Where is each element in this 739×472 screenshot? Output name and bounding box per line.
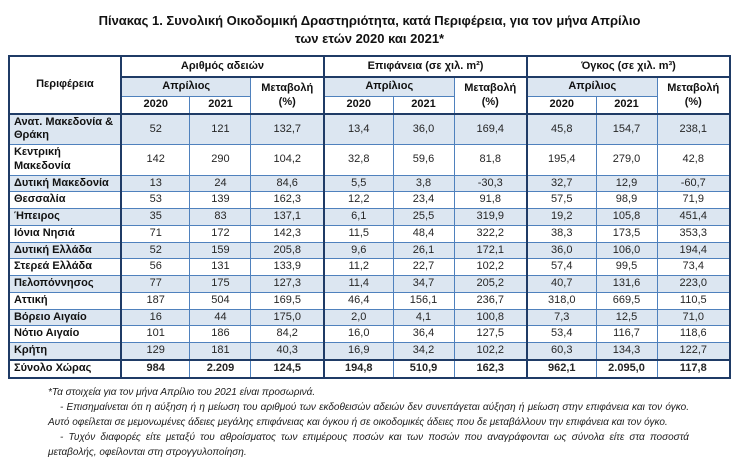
table-cell: 172 <box>190 225 251 242</box>
table-cell: 11,2 <box>324 259 393 276</box>
table-cell: 16,0 <box>324 326 393 343</box>
table-cell: 59,6 <box>393 145 454 176</box>
table-row <box>9 192 730 209</box>
table-cell: 127,5 <box>454 326 527 343</box>
table-title-line1: Πίνακας 1. Συνολική Οικοδομική Δραστηριότητα, κατά Περιφέρεια, για τον μήνα Απρίλιο <box>98 13 641 28</box>
year-header-2020: 2020 <box>527 96 596 113</box>
table-cell: 205,8 <box>251 242 324 259</box>
table-cell: 11,5 <box>324 225 393 242</box>
change-unit: (%) <box>684 95 702 108</box>
table-cell: 4,1 <box>393 309 454 326</box>
table-cell: 121 <box>190 114 251 145</box>
region-name: Κρήτη <box>9 343 121 360</box>
table-header <box>9 56 730 113</box>
table-cell: 319,9 <box>454 209 527 226</box>
table-cell: 187 <box>121 292 190 309</box>
table-cell: 131,6 <box>596 276 657 293</box>
table-cell: 290 <box>190 145 251 176</box>
table-cell: 84,2 <box>251 326 324 343</box>
region-name: Στερεά Ελλάδα <box>9 259 121 276</box>
table-cell: 127,3 <box>251 276 324 293</box>
table-cell: 181 <box>190 343 251 360</box>
table-cell: 669,5 <box>596 292 657 309</box>
table-cell: 124,5 <box>251 360 324 378</box>
table-cell: 504 <box>190 292 251 309</box>
table-cell: 223,0 <box>657 276 730 293</box>
table-cell: 194,8 <box>324 360 393 378</box>
region-name: Πελοπόννησος <box>9 276 121 293</box>
table-cell: 104,2 <box>251 145 324 176</box>
table-cell: 133,9 <box>251 259 324 276</box>
table-cell: 71,9 <box>657 192 730 209</box>
table-cell: 22,7 <box>393 259 454 276</box>
table-cell: 16 <box>121 309 190 326</box>
footnote-note-2: - Τυχόν διαφορές είτε μεταξύ του αθροίσματος των επιμέρους ποσών και των ποσών που αναγράφονται ως σύνολα είτε στα ποσοστά μεταβολής, οφείλονται στη στρογγυλοποίηση. <box>48 431 689 458</box>
table-cell: 169,5 <box>251 292 324 309</box>
month-header-surface: Απρίλιος <box>324 77 454 96</box>
table-cell: 101 <box>121 326 190 343</box>
table-cell: 2.209 <box>190 360 251 378</box>
region-name: Ιόνια Νησιά <box>9 225 121 242</box>
table-row <box>9 343 730 360</box>
region-name: Δυτική Μακεδονία <box>9 175 121 192</box>
table-cell: 25,5 <box>393 209 454 226</box>
change-unit: (%) <box>481 95 499 108</box>
table-cell: 137,1 <box>251 209 324 226</box>
table-cell: 2.095,0 <box>596 360 657 378</box>
table-cell: 7,3 <box>527 309 596 326</box>
table-cell: 36,4 <box>393 326 454 343</box>
table-cell: 12,9 <box>596 175 657 192</box>
table-cell: 13 <box>121 175 190 192</box>
footnote-provisional: *Τα στοιχεία για τον μήνα Απρίλιο του 2021 είναι προσωρινά. <box>48 386 316 398</box>
table-cell: -60,7 <box>657 175 730 192</box>
table-cell: 2,0 <box>324 309 393 326</box>
table-cell: 962,1 <box>527 360 596 378</box>
table-cell: 318,0 <box>527 292 596 309</box>
table-cell: 156,1 <box>393 292 454 309</box>
table-cell: 353,3 <box>657 225 730 242</box>
table-body <box>9 114 730 378</box>
table-row <box>9 114 730 145</box>
table-cell: 118,6 <box>657 326 730 343</box>
change-unit: (%) <box>278 95 296 108</box>
table-row <box>9 225 730 242</box>
table-cell: 44 <box>190 309 251 326</box>
table-cell: 175 <box>190 276 251 293</box>
table-cell: 510,9 <box>393 360 454 378</box>
table-cell: 162,3 <box>251 192 324 209</box>
table-cell: 53 <box>121 192 190 209</box>
change-header-volume <box>657 77 730 113</box>
table-cell: 117,8 <box>657 360 730 378</box>
table-cell: 84,6 <box>251 175 324 192</box>
table-cell: 99,5 <box>596 259 657 276</box>
table-cell: 169,4 <box>454 114 527 145</box>
table-cell: 53,4 <box>527 326 596 343</box>
change-label: Μεταβολή <box>261 82 314 95</box>
activity-table <box>8 55 731 379</box>
table-cell: 162,3 <box>454 360 527 378</box>
table-cell: 5,5 <box>324 175 393 192</box>
table-cell: 110,5 <box>657 292 730 309</box>
table-cell: 91,8 <box>454 192 527 209</box>
column-header-region: Περιφέρεια <box>9 56 121 113</box>
table-cell: 9,6 <box>324 242 393 259</box>
footnotes <box>48 385 689 460</box>
table-cell: 45,8 <box>527 114 596 145</box>
table-cell: 23,4 <box>393 192 454 209</box>
table-cell: 12,2 <box>324 192 393 209</box>
table-row <box>9 145 730 176</box>
table-cell: 73,4 <box>657 259 730 276</box>
table-cell: 46,4 <box>324 292 393 309</box>
change-label: Μεταβολή <box>667 82 720 95</box>
table-cell: 154,7 <box>596 114 657 145</box>
table-cell: 102,2 <box>454 259 527 276</box>
table-cell: 77 <box>121 276 190 293</box>
table-cell: 98,9 <box>596 192 657 209</box>
table-cell: 3,8 <box>393 175 454 192</box>
table-row <box>9 209 730 226</box>
table-cell: 194,4 <box>657 242 730 259</box>
table-cell: 134,3 <box>596 343 657 360</box>
table-cell: 71 <box>121 225 190 242</box>
table-cell: 322,2 <box>454 225 527 242</box>
table-cell: 132,7 <box>251 114 324 145</box>
table-cell: 175,0 <box>251 309 324 326</box>
table-cell: 100,8 <box>454 309 527 326</box>
table-cell: 34,7 <box>393 276 454 293</box>
group-header-surface: Επιφάνεια (σε χιλ. m²) <box>324 56 527 77</box>
table-cell: 205,2 <box>454 276 527 293</box>
table-row <box>9 326 730 343</box>
table-row <box>9 175 730 192</box>
table-cell: 172,1 <box>454 242 527 259</box>
table-cell: 52 <box>121 242 190 259</box>
group-header-volume: Όγκος (σε χιλ. m³) <box>527 56 730 77</box>
table-cell: 19,2 <box>527 209 596 226</box>
table-cell: 38,3 <box>527 225 596 242</box>
table-cell: 105,8 <box>596 209 657 226</box>
table-cell: 71,0 <box>657 309 730 326</box>
year-header-2021: 2021 <box>393 96 454 113</box>
change-header-surface <box>454 77 527 113</box>
region-name: Θεσσαλία <box>9 192 121 209</box>
table-cell: 102,2 <box>454 343 527 360</box>
table-cell: 57,4 <box>527 259 596 276</box>
table-cell: 13,4 <box>324 114 393 145</box>
region-name: Δυτική Ελλάδα <box>9 242 121 259</box>
table-cell: 122,7 <box>657 343 730 360</box>
table-cell: 116,7 <box>596 326 657 343</box>
table-cell: 279,0 <box>596 145 657 176</box>
region-name: Αττική <box>9 292 121 309</box>
table-cell: 142,3 <box>251 225 324 242</box>
region-name: Ήπειρος <box>9 209 121 226</box>
table-cell: 56 <box>121 259 190 276</box>
header-row-groups <box>9 56 730 77</box>
region-name: Βόρειο Αιγαίο <box>9 309 121 326</box>
table-cell: 139 <box>190 192 251 209</box>
table-cell: 12,5 <box>596 309 657 326</box>
table-cell: 106,0 <box>596 242 657 259</box>
table-cell: 142 <box>121 145 190 176</box>
change-label: Μεταβολή <box>464 82 517 95</box>
table-row <box>9 276 730 293</box>
table-cell: 24 <box>190 175 251 192</box>
month-header-permits: Απρίλιος <box>121 77 251 96</box>
table-cell: 57,5 <box>527 192 596 209</box>
table-cell: 173,5 <box>596 225 657 242</box>
table-cell: 238,1 <box>657 114 730 145</box>
total-row <box>9 360 730 378</box>
table-cell: 451,4 <box>657 209 730 226</box>
region-name: Νότιο Αιγαίο <box>9 326 121 343</box>
change-header-permits <box>251 77 324 113</box>
table-cell: 52 <box>121 114 190 145</box>
year-header-2021: 2021 <box>596 96 657 113</box>
table-cell: 32,7 <box>527 175 596 192</box>
table-cell: 11,4 <box>324 276 393 293</box>
table-row <box>9 242 730 259</box>
table-title-line2: των ετών 2020 και 2021* <box>294 31 445 47</box>
table-cell: 26,1 <box>393 242 454 259</box>
table-cell: 186 <box>190 326 251 343</box>
table-cell: 81,8 <box>454 145 527 176</box>
table-cell: 35 <box>121 209 190 226</box>
table-cell: 60,3 <box>527 343 596 360</box>
region-name: Ανατ. Μακεδονία & Θράκη <box>9 114 121 145</box>
table-row <box>9 259 730 276</box>
year-header-2020: 2020 <box>324 96 393 113</box>
table-cell: 984 <box>121 360 190 378</box>
table-row <box>9 292 730 309</box>
table-cell: 40,3 <box>251 343 324 360</box>
table-cell: 16,9 <box>324 343 393 360</box>
year-header-2020: 2020 <box>121 96 190 113</box>
table-cell: 42,8 <box>657 145 730 176</box>
region-name: Κεντρική Μακεδονία <box>9 145 121 176</box>
month-header-volume: Απρίλιος <box>527 77 657 96</box>
table-cell: 40,7 <box>527 276 596 293</box>
table-row <box>9 309 730 326</box>
footnote-note-1: - Επισημαίνεται ότι η αύξηση ή η μείωση του αριθμού των εκδοθεισών αδειών δεν συνεπάγεται αύξηση ή μείωση στην επιφάνεια και τον όγκο. Αυτό οφείλεται σε μεμονωμένες άδειες μεγάλης επιφάνειας και όγκου ή σε οικοδομικές άδειες που δε μεταβάλλουν την επιφάνεια και τον όγκο. <box>48 401 689 428</box>
table-cell: 36,0 <box>527 242 596 259</box>
table-cell: 195,4 <box>527 145 596 176</box>
region-name: Σύνολο Χώρας <box>9 360 121 378</box>
table-cell: 32,8 <box>324 145 393 176</box>
table-cell: 36,0 <box>393 114 454 145</box>
table-cell: 34,2 <box>393 343 454 360</box>
table-cell: 83 <box>190 209 251 226</box>
table-cell: 129 <box>121 343 190 360</box>
group-header-permits: Αριθμός αδειών <box>121 56 324 77</box>
table-cell: 236,7 <box>454 292 527 309</box>
table-cell: 48,4 <box>393 225 454 242</box>
table-cell: 6,1 <box>324 209 393 226</box>
table-cell: 131 <box>190 259 251 276</box>
table-cell: -30,3 <box>454 175 527 192</box>
table-title <box>30 12 709 48</box>
table-cell: 159 <box>190 242 251 259</box>
page <box>0 12 739 460</box>
year-header-2021: 2021 <box>190 96 251 113</box>
